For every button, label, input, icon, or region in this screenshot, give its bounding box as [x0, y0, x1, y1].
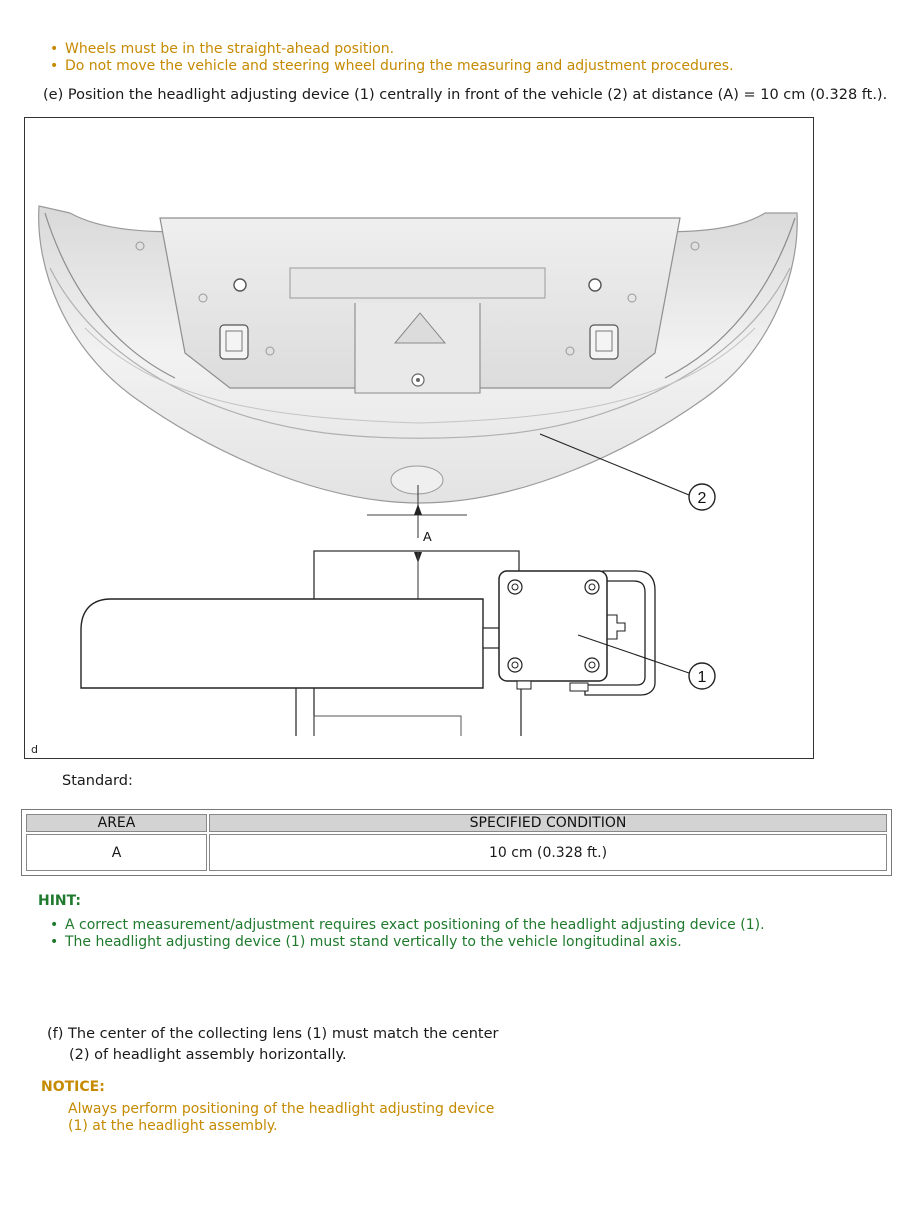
- standard-label: Standard:: [62, 773, 133, 789]
- notice-title: NOTICE:: [41, 1079, 105, 1095]
- table-header-row: [26, 814, 887, 832]
- collecting-lens-housing: [81, 599, 483, 688]
- callout-2: 2: [697, 490, 707, 507]
- list-item: • The headlight adjusting device (1) must stand vertically to the vehicle longitudinal axis.: [47, 934, 907, 951]
- step-f-line-2: (2) of headlight assembly horizontally.: [69, 1047, 347, 1063]
- notice-line-1: Always perform positioning of the headlight adjusting device: [68, 1101, 495, 1117]
- list-item: • Wheels must be in the straight-ahead position.: [47, 41, 907, 58]
- list-item: • Do not move the vehicle and steering wheel during the measuring and adjustment procedures.: [47, 58, 907, 75]
- left-lamp-mount: [220, 325, 248, 359]
- figure-corner-mark: d: [31, 743, 38, 756]
- table-row: [26, 834, 887, 871]
- notice-body: [68, 1101, 528, 1135]
- column-header-area: AREA: [26, 814, 207, 832]
- callout-1: 1: [697, 669, 707, 686]
- precaution-list: [47, 41, 907, 75]
- specification-table: [21, 809, 892, 876]
- column-header-specified-condition: SPECIFIED CONDITION: [209, 814, 887, 832]
- notice-line-2: (1) at the headlight assembly.: [68, 1118, 278, 1134]
- step-f-instruction: [47, 1024, 517, 1066]
- table-cell-condition: 10 cm (0.328 ft.): [209, 834, 887, 871]
- step-f-line-1: (f) The center of the collecting lens (1) must match the center: [47, 1026, 499, 1042]
- step-e-instruction: (e) Position the headlight adjusting device (1) centrally in front of the vehicle (2) at distance (A) = 10 cm (0.328 ft.).: [43, 87, 888, 103]
- hint-list: [47, 917, 907, 951]
- vehicle-front-illustration: [25, 118, 814, 759]
- right-lamp-mount: [590, 325, 618, 359]
- list-item: • A correct measurement/adjustment requires exact positioning of the headlight adjusting device (1).: [47, 917, 907, 934]
- hint-title: HINT:: [38, 893, 82, 909]
- table-cell-area: A: [26, 834, 207, 871]
- front-emblem: [391, 466, 443, 494]
- headlight-adjust-figure: [24, 117, 814, 759]
- distance-a-label: A: [423, 529, 432, 544]
